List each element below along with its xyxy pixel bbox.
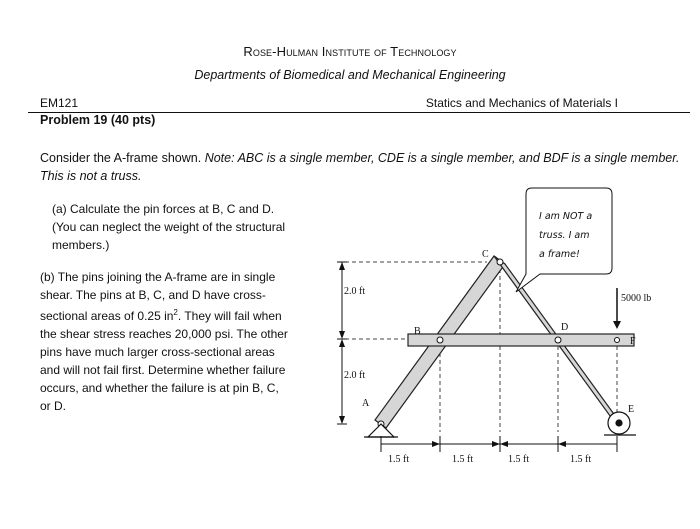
dim-lower-label: 2.0 ft <box>344 370 366 381</box>
support-e <box>604 412 636 435</box>
intro-note: Note: ABC is a single member, CDE is a single member, and BDF is a single member. This is not a truss. <box>40 151 680 183</box>
load-label: 5000 lb <box>621 293 652 304</box>
course-code: EM121 <box>40 96 79 110</box>
institute-name: Rose-Hulman Institute of Technology <box>243 44 457 59</box>
pin-c <box>497 259 503 265</box>
label-c: C <box>482 249 489 260</box>
dim-span-3: 1.5 ft <box>508 454 530 465</box>
support-a <box>364 424 398 437</box>
label-a: A <box>362 398 370 409</box>
pin-b <box>437 337 443 343</box>
departments: Departments of Biomedical and Mechanical Engineering <box>194 68 506 82</box>
frame-members <box>375 256 634 428</box>
speech-line-2: truss. I am <box>539 230 590 241</box>
roller-e-hub <box>616 420 622 426</box>
pin-f <box>615 338 620 343</box>
problem-title: Problem 19 (40 pts) <box>40 113 156 127</box>
label-e: E <box>628 404 635 415</box>
label-d: D <box>561 322 569 333</box>
part-a-text: (a) Calculate the pin forces at B, C and D. (You can neglect the weight of the structural members.) <box>52 202 286 252</box>
label-b: B <box>414 326 421 337</box>
part-b-superscript: 2 <box>173 308 178 317</box>
support-a-triangle <box>368 424 394 437</box>
dim-upper-label: 2.0 ft <box>344 286 366 297</box>
speech-line-1: I am NOT a <box>539 211 593 222</box>
label-f: F <box>630 336 636 347</box>
speech-line-3: a frame! <box>539 249 580 260</box>
course-title: Statics and Mechanics of Materials I <box>425 96 618 110</box>
dim-span-2: 1.5 ft <box>452 454 474 465</box>
pin-d <box>555 337 561 343</box>
dim-span-1: 1.5 ft <box>388 454 410 465</box>
intro-plain: Consider the A-frame shown. <box>40 151 202 165</box>
dim-span-4: 1.5 ft <box>570 454 592 465</box>
horizontal-dimension <box>381 436 617 452</box>
part-b-text-1: (b) The pins joining the A-frame are in single shear. The pins at B, C, and D have cross-sectional areas of 0.25 in <box>40 270 276 323</box>
part-b-text-2: . They will fail when the shear stress reaches 20,000 psi. The other pins have much larger cross-sectional areas and will not fail first. Determine whether failure occurs, and whether the failure is at pin B, C, or D. <box>40 309 288 413</box>
